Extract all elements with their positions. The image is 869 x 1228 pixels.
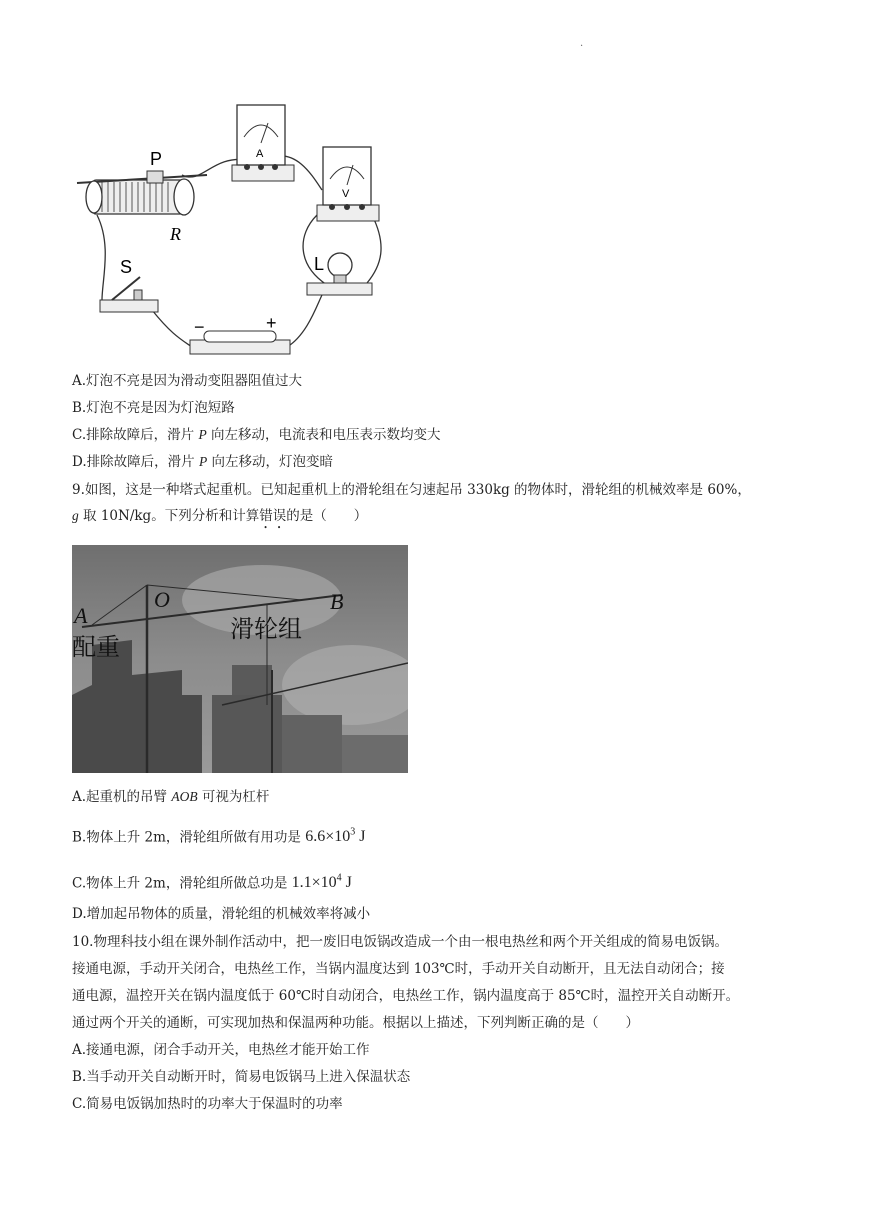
photo-label-counterweight: 配重	[72, 633, 120, 661]
q8-option-c: C.排除故障后，滑片 P 向左移动，电流表和电压表示数均变大	[72, 427, 441, 443]
switch	[100, 277, 158, 312]
q10-stem-line2: 接通电源，手动开关闭合，电热丝工作，当锅内温度达到 103℃时，手动开关自动断开，且无法自动闭合；接	[72, 961, 725, 977]
q10-stem-line1: 10.物理科技小组在课外制作活动中，把一废旧电饭锅改造成一个由一根电热丝和两个开关组成的简易电饭锅。	[72, 934, 728, 950]
q10-stem-line4: 通过两个开关的通断，可实现加热和保温两种功能。根据以上描述，下列判断正确的是（ ）	[72, 1015, 639, 1031]
ammeter-label: A	[256, 148, 264, 160]
q9-option-b: B.物体上升 2m，滑轮组所做有用功是 $6.6\times 10^3$ J	[72, 827, 366, 846]
rheostat	[77, 171, 207, 215]
photo-label-pulley: 滑轮组	[230, 615, 302, 643]
label-minus: −	[194, 317, 205, 337]
crane-photo	[72, 545, 408, 773]
photo-label-A: A	[74, 603, 88, 628]
voltmeter-label: V	[342, 188, 350, 200]
label-plus: +	[266, 313, 277, 333]
q9-option-d: D.增加起吊物体的质量，滑轮组的机械效率将减小	[72, 906, 371, 922]
q9-option-a: A.起重机的吊臂 AOB 可视为杠杆	[72, 789, 270, 805]
q9-stem-line1: 9.如图，这是一种塔式起重机。已知起重机上的滑轮组在匀速起吊 330kg 的物体时，滑轮组的机械效率是 60%，	[72, 482, 751, 498]
photo-label-B: B	[330, 589, 344, 614]
q8-option-d: D.排除故障后，滑片 P 向左移动，灯泡变暗	[72, 454, 333, 470]
q8-option-b: B.灯泡不亮是因为灯泡短路	[72, 400, 235, 416]
voltmeter	[317, 147, 379, 221]
q10-stem-line3: 通电源，温控开关在锅内温度低于 60℃时自动闭合，电热丝工作，锅内温度高于 85℃时，温控开关自动断开。	[72, 988, 740, 1004]
q10-option-c: C.简易电饭锅加热时的功率大于保温时的功率	[72, 1096, 343, 1112]
ammeter	[232, 105, 294, 181]
q10-option-a: A.接通电源，闭合手动开关，电热丝才能开始工作	[72, 1042, 370, 1058]
q9-option-c: C.物体上升 2m，滑轮组所做总功是 $1.1\times 10^4$ J	[72, 873, 352, 892]
label-L: L	[314, 254, 325, 274]
label-R: R	[170, 224, 181, 244]
photo-label-O: O	[154, 587, 170, 612]
battery	[190, 331, 290, 354]
q10-option-b: B.当手动开关自动断开时，简易电饭锅马上进入保温状态	[72, 1069, 411, 1085]
q9-stem-line2: g 取 10N/kg。下列分析和计算错误的是（ ）	[72, 508, 368, 524]
circuit-figure	[72, 95, 392, 365]
q8-option-a: A.灯泡不亮是因为滑动变阻器阻值过大	[72, 373, 303, 389]
label-P: P	[150, 149, 163, 169]
label-S: S	[120, 257, 133, 277]
top-dot: .	[580, 38, 584, 49]
